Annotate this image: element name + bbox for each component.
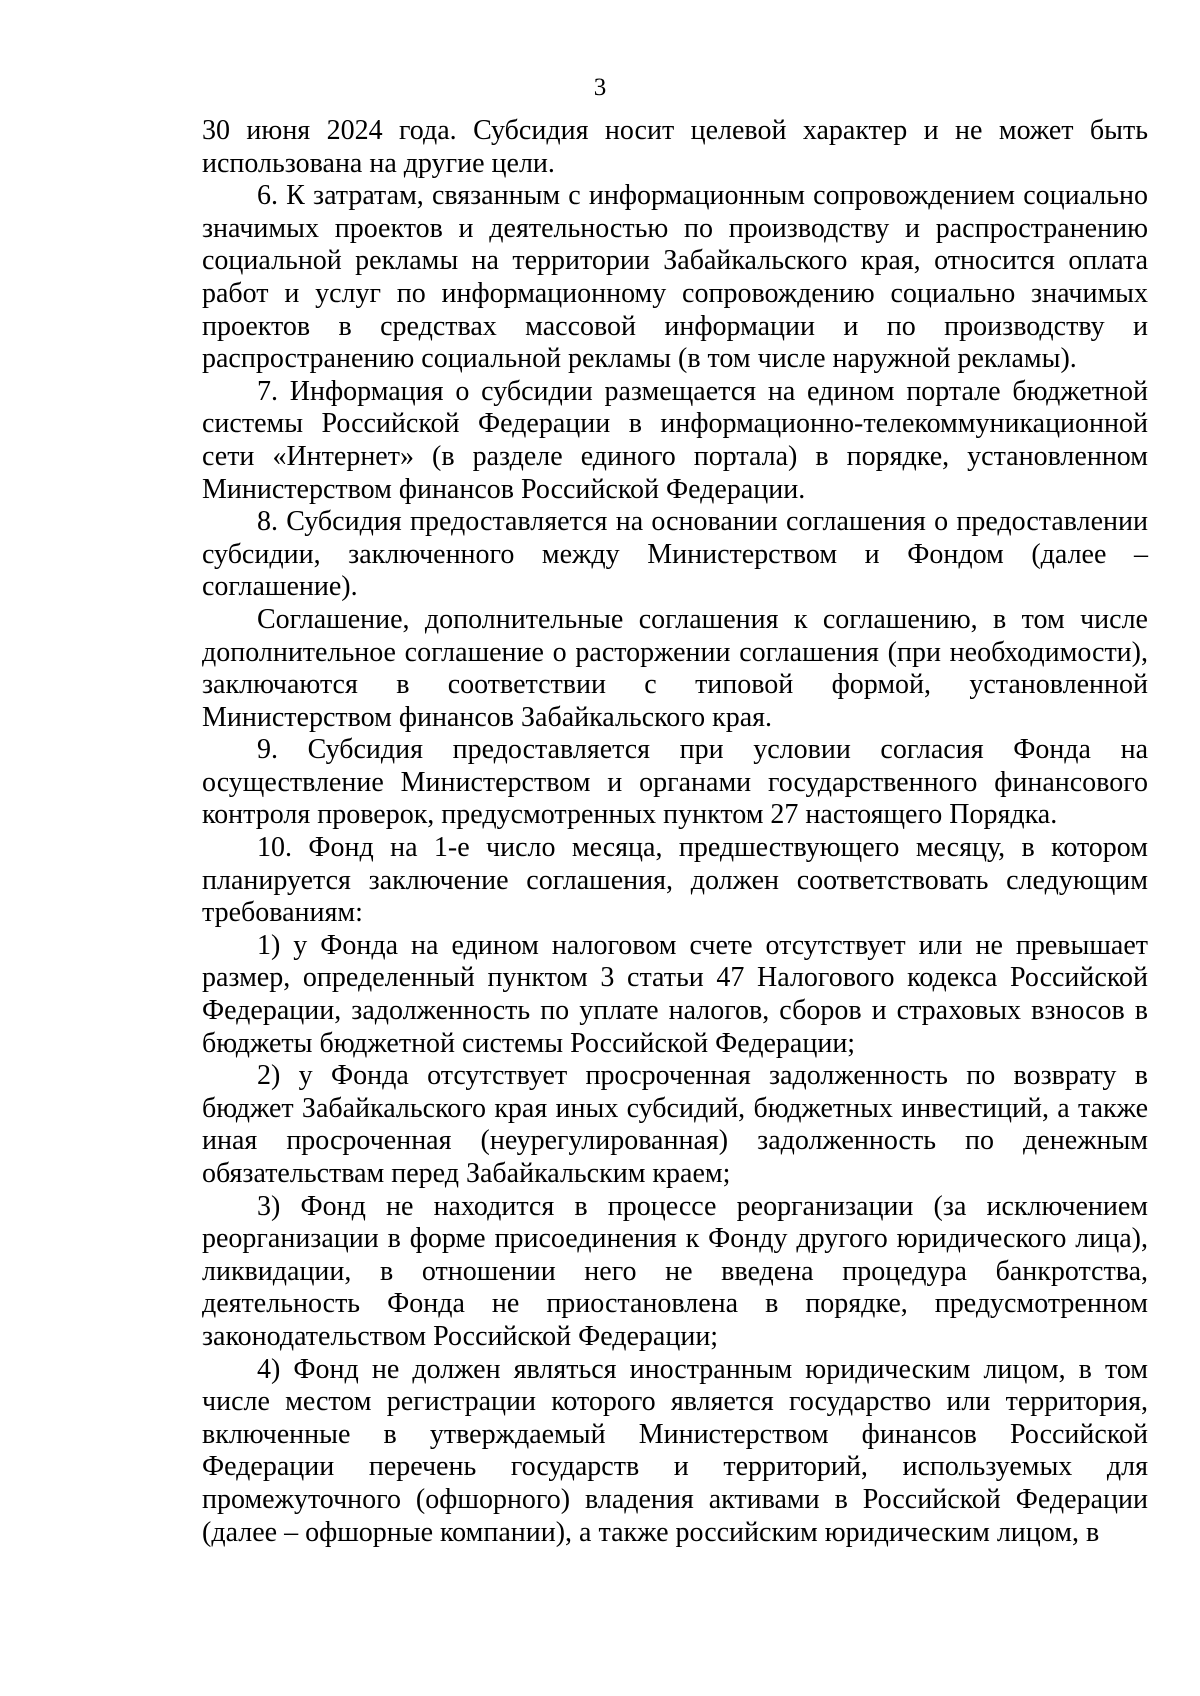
paragraph-subitem-4: 4) Фонд не должен являться иностранным юридическим лицом, в том числе местом регистрации которого является государство или территория, включенные в утверждаемый Министерством финансов Российской Федерации перечень государств и территорий, используемых для промежуточного (офшорного) владения активами в Российской Федерации (далее – офшорные компании), а также российским юридическим лицом, в xyxy=(202,1353,1148,1548)
page-number: 3 xyxy=(593,74,607,101)
paragraph-agreement: Соглашение, дополнительные соглашения к соглашению, в том числе дополнительное соглашение о расторжении соглашения (при необходимости), заключаются в соответствии с типовой формой, установленной Министерством финансов Забайкальского края. xyxy=(202,603,1148,733)
paragraph-continuation: 30 июня 2024 года. Субсидия носит целевой характер и не может быть использована на другие цели. xyxy=(202,115,1148,179)
paragraph-subitem-2: 2) у Фонда отсутствует просроченная задолженность по возврату в бюджет Забайкальского края иных субсидий, бюджетных инвестиций, а также иная просроченная (неурегулированная) задолженность по денежным обязательствам перед Забайкальским краем; xyxy=(202,1060,1148,1189)
document-body xyxy=(202,115,1148,1549)
paragraph-item-7: 7. Информация о субсидии размещается на едином портале бюджетной системы Российской Федерации в информационно-телекоммуникационной сети «Интернет» (в разделе единого портала) в порядке, установленном Министерством финансов Российской Федерации. xyxy=(202,375,1148,505)
paragraph-subitem-3: 3) Фонд не находится в процессе реорганизации (за исключением реорганизации в форме присоединения к Фонду другого юридического лица), ликвидации, в отношении него не введена процедура банкротства, деятельность Фонда не приостановлена в порядке, предусмотренном законодательством Российской Федерации; xyxy=(202,1190,1148,1352)
paragraph-item-6: 6. К затратам, связанным с информационным сопровождением социально значимых проектов и деятельностью по производству и распространению социальной рекламы на территории Забайкальского края, относится оплата работ и услуг по информационному сопровождению социально значимых проектов в средствах массовой информации и по производству и распространению социальной рекламы (в том числе наружной рекламы). xyxy=(202,180,1148,375)
paragraph-item-8: 8. Субсидия предоставляется на основании соглашения о предоставлении субсидии, заключенного между Министерством и Фондом (далее – соглашение). xyxy=(202,506,1148,603)
paragraph-item-10: 10. Фонд на 1-е число месяца, предшествующего месяцу, в котором планируется заключение соглашения, должен соответствовать следующим требованиям: xyxy=(202,832,1148,929)
paragraph-item-9: 9. Субсидия предоставляется при условии согласия Фонда на осуществление Министерством и органами государственного финансового контроля проверок, предусмотренных пунктом 27 настоящего Порядка. xyxy=(202,734,1148,831)
paragraph-subitem-1: 1) у Фонда на едином налоговом счете отсутствует или не превышает размер, определенный пунктом 3 статьи 47 Налогового кодекса Российской Федерации, задолженность по уплате налогов, сборов и страховых взносов в бюджеты бюджетной системы Российской Федерации; xyxy=(202,929,1148,1059)
